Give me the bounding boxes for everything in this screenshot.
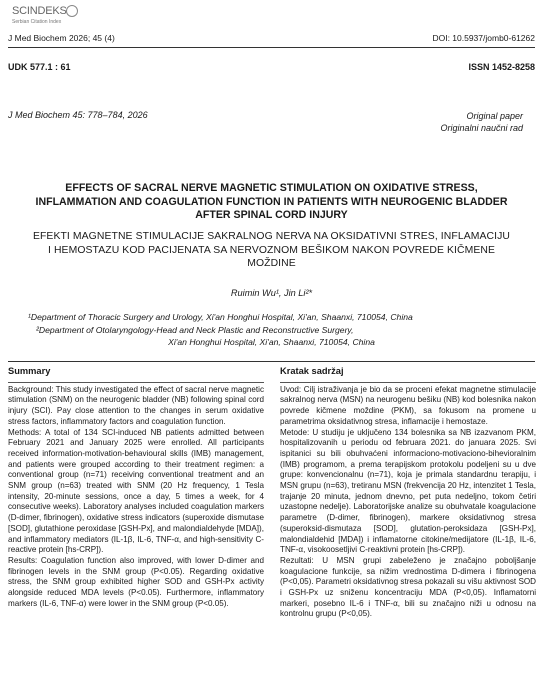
kratak-rule — [280, 382, 536, 383]
abstract-divider — [8, 361, 535, 362]
logo-ring-icon — [66, 5, 78, 17]
logo-subtitle: Serbian Citation Index — [12, 19, 62, 25]
kratak-heading: Kratak sadržaj — [280, 366, 344, 376]
udk-code: UDK 577.1 : 61 — [8, 62, 71, 72]
scindeks-logo — [6, 3, 88, 29]
kratak-column — [280, 366, 536, 620]
paper-type — [440, 110, 523, 134]
summary-heading: Summary — [8, 366, 51, 376]
article-title-local: EFEKTI MAGNETNE STIMULACIJE SAKRALNOG NERVA NA OKSIDATIVNI STRES, INFLAMACIJU I HEMOSTAZU KOD PACIJENATA SA NERVOZNOM BEŠIKOM NAKON POVREDE KIČMENE MOŽDINE — [32, 231, 511, 269]
summary-rule — [8, 382, 264, 383]
issn: ISSN 1452-8258 — [468, 62, 535, 72]
journal-issue: J Med Biochem 2026; 45 (4) — [8, 33, 115, 43]
affiliation-1: ¹Department of Thoracic Surgery and Urology, Xi'an Honghui Hospital, Xi'an, Shaanxi, 710054, China — [28, 312, 413, 322]
kratak-uvod: Uvod: Cilj istraživanja je bio da se proceni efekat magnetne stimulacije sakralnog nerva (MSN) na neurogenu bešiku (NB) kod bolesnika nakon povrede kičmene moždine (PKM), sa fokusom na promene u parametrima oksidativnog stresa, inflamacije i hemostaze. — [280, 384, 536, 426]
summary-background: Background: This study investigated the effect of sacral nerve magnetic stimulation (SNM) on the neurogenic bladder (NB) following spinal cord injury (SCI). Pay close attention to the changes in serum oxidative stress factors, inflammatory factors and coagulation function. — [8, 384, 264, 426]
kratak-metode: Metode: U studiju je uključeno 134 bolesnika sa NB izazvanom PKM, hospitalizovanih u periodu od februara 2021. do januara 2025. Svi ispitanici su bili obuhvaćeni informaciono-motivaciono-bihevioralnim (IMB) programom, a prema terapijskom protokolu podeljeni su u dve grupe: konvencionalnu (n=71), koja je primala standardnu terapiju, i MSN grupu (n=63), tretiranu MSN (frekvencija 20 Hz, intenzitet 1 Tesla, trajanje 20 minuta, jednom dnevno, pet puta nedeljno, tokom četiri uzastopne nedelje). Laboratorijske analize su obuhvatale koagulacione parametre (D-dimer, fibrinogen), markere oksidativnog stresa (superoksid-dismutaza [SOD], glutation-peroksidaza [GSH-Px], malondialdehid [MDA]) i inflamatorne citokine/medijatore (IL-1β, IL-6, TNF-α, visokoosetljivi C-reaktivni protein [hs-CRP]). — [280, 427, 536, 555]
journal-reference: J Med Biochem 45: 778–784, 2026 — [8, 110, 148, 120]
paper-type-local: Originalni naučni rad — [440, 123, 523, 133]
summary-results: Results: Coagulation function also improved, with lower D-dimer and fibrinogen levels in the SNM group (P<0.05). Regarding oxidative stress, the SNM group exhibited higher SOD and GSH-Px activity alongside reduced MDA levels (P<0.05). Furthermore, inflammatory markers (IL-6, TNF-α) were lower in the SNM group (P<0.05). — [8, 555, 264, 608]
kratak-rezultati: Rezultati: U MSN grupi zabeleženo je značajno poboljšanje koagulacione funkcije, sa nižim vrednostima D-dimera i fibrinogena (P<0,05). Parametri oksidativnog stresa pokazali su višu aktivnost SOD i GSH-Px uz sniženu koncentraciju MDA (P<0,05). Inflamatorni markeri, posebno IL-6 i TNF-α, bili su značajno niži u odnosu na kontrolnu grupu (P<0,05). — [280, 555, 536, 619]
logo-brand: SCINDEKS — [12, 5, 67, 17]
doi: DOI: 10.5937/jomb0-61262 — [432, 33, 535, 43]
authors: Ruimin Wu¹, Jin Li²* — [230, 288, 313, 298]
affiliations — [28, 311, 515, 349]
summary-column — [8, 366, 264, 609]
affiliation-2a: ²Department of Otolaryngology-Head and Neck Plastic and Reconstructive Surgery, — [36, 324, 354, 335]
paper-type-en: Original paper — [466, 111, 523, 121]
article-title: EFFECTS OF SACRAL NERVE MAGNETIC STIMULATION ON OXIDATIVE STRESS, INFLAMMATION AND COAGULATION FUNCTION IN PATIENTS WITH NEUROGENIC BLADDER AFTER SPINAL CORD INJURY — [35, 182, 508, 221]
affiliation-2b: Xi'an Honghui Hospital, Xi'an, Shaanxi, 710054, China — [168, 337, 375, 347]
header-divider — [8, 47, 535, 48]
summary-methods: Methods: A total of 134 SCI-induced NB patients admitted between February 2021 and January 2025 were enrolled. All participants received information-motivation-behavioural skills (IMB) management, and patients were grouped according to their treatment regimen: a conventional group (n=71) receiving conventional treatment and an SNM group (n=63) treated with SNM (20 Hz frequency, 1 Tesla intensity, 20-minute sessions, once a day, 5 times a week, for 4 consecutive weeks). Laboratory analyses included coagulation markers (D-dimer, fibrinogen), oxidative stress indicators (superoxide dismutase [SOD], glutathione peroxidase [GSH-Px], and malondialdehyde [MDA]), and inflammatory mediators (IL-1β, IL-6, TNF-α, and high-sensitivity C-reactive protein [hs-CRP]). — [8, 427, 264, 555]
